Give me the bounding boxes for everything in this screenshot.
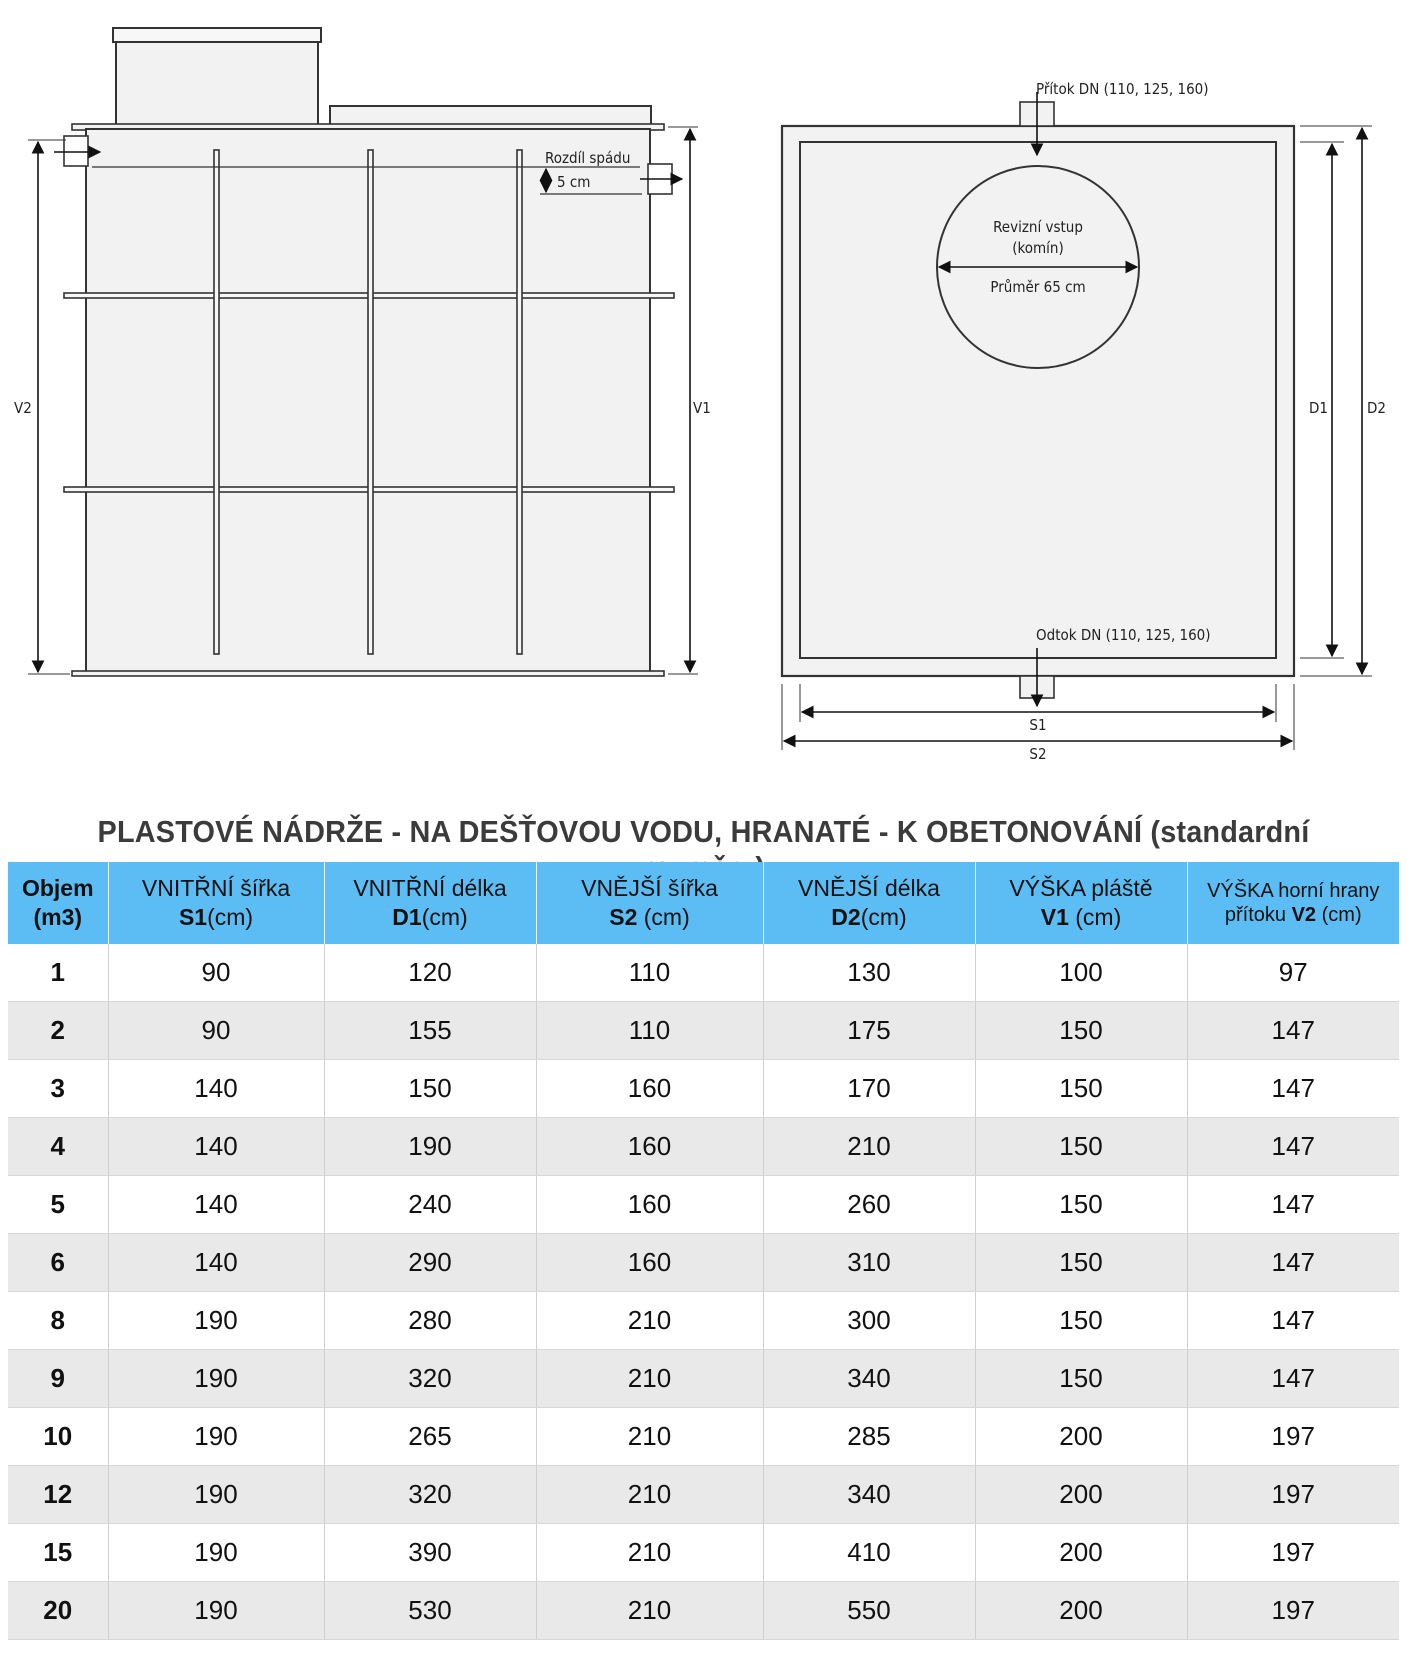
table-cell: 210 [536, 1466, 763, 1524]
table-row [8, 1466, 1399, 1524]
table-cell: 147 [1187, 1060, 1399, 1118]
dim-d2-label: D2 [1367, 399, 1386, 417]
table-cell: 140 [108, 1234, 324, 1292]
table-row [8, 1176, 1399, 1234]
table-cell: 190 [108, 1524, 324, 1582]
table-cell: 190 [108, 1408, 324, 1466]
table-cell: 9 [8, 1350, 108, 1408]
table-cell: 140 [108, 1176, 324, 1234]
table-row [8, 1408, 1399, 1466]
table-cell: 110 [536, 1002, 763, 1060]
table-cell: 170 [763, 1060, 975, 1118]
table-cell: 197 [1187, 1466, 1399, 1524]
table-cell: 150 [975, 1350, 1187, 1408]
table-cell: 190 [324, 1118, 536, 1176]
table-cell: 150 [975, 1176, 1187, 1234]
col-header-d2: VNĚJŠÍ délka D2(cm) [763, 862, 975, 944]
table-cell: 90 [108, 1002, 324, 1060]
table-cell: 4 [8, 1118, 108, 1176]
table-cell: 160 [536, 1234, 763, 1292]
table-row [8, 1060, 1399, 1118]
table-cell: 340 [763, 1350, 975, 1408]
table-cell: 100 [975, 944, 1187, 1002]
table-cell: 200 [975, 1582, 1187, 1640]
table-cell: 120 [324, 944, 536, 1002]
table-cell: 160 [536, 1060, 763, 1118]
rib-vertical [368, 150, 373, 654]
table-cell: 175 [763, 1002, 975, 1060]
table-cell: 190 [108, 1466, 324, 1524]
table-cell: 340 [763, 1466, 975, 1524]
table-cell: 290 [324, 1234, 536, 1292]
table-cell: 10 [8, 1408, 108, 1466]
table-cell: 1 [8, 944, 108, 1002]
dim-s1-label: S1 [1029, 716, 1047, 734]
table-cell: 240 [324, 1176, 536, 1234]
table-cell: 210 [536, 1350, 763, 1408]
table-cell: 210 [536, 1582, 763, 1640]
dim-s2-label: S2 [1029, 745, 1047, 763]
table-cell: 140 [108, 1118, 324, 1176]
table-cell: 150 [975, 1118, 1187, 1176]
table-row [8, 1350, 1399, 1408]
table-cell: 410 [763, 1524, 975, 1582]
dimensions-table [8, 862, 1399, 1640]
table-cell: 197 [1187, 1524, 1399, 1582]
table-cell: 150 [975, 1234, 1187, 1292]
table-cell: 147 [1187, 1002, 1399, 1060]
table-cell: 130 [763, 944, 975, 1002]
table-row [8, 944, 1399, 1002]
inlet-pipe [64, 136, 88, 166]
table-cell: 550 [763, 1582, 975, 1640]
table-cell: 280 [324, 1292, 536, 1350]
diameter-label: Průměr 65 cm [990, 278, 1086, 296]
col-header-s1: VNITŘNÍ šířka S1(cm) [108, 862, 324, 944]
table-cell: 310 [763, 1234, 975, 1292]
manhole-label: Revizní vstup [993, 218, 1083, 236]
table-cell: 530 [324, 1582, 536, 1640]
table-cell: 147 [1187, 1234, 1399, 1292]
table-row [8, 1002, 1399, 1060]
table-cell: 200 [975, 1466, 1187, 1524]
table-cell: 210 [536, 1292, 763, 1350]
dim-v2-label: V2 [14, 399, 32, 417]
table-cell: 160 [536, 1176, 763, 1234]
drop-value: 5 cm [557, 173, 591, 191]
table-cell: 150 [324, 1060, 536, 1118]
table-cell: 150 [975, 1002, 1187, 1060]
table-cell: 97 [1187, 944, 1399, 1002]
lid-block [330, 106, 651, 126]
table-cell: 147 [1187, 1118, 1399, 1176]
table-cell: 285 [763, 1408, 975, 1466]
table-cell: 6 [8, 1234, 108, 1292]
table-cell: 147 [1187, 1176, 1399, 1234]
table-cell: 210 [536, 1408, 763, 1466]
table-cell: 390 [324, 1524, 536, 1582]
bottom-flange [72, 671, 664, 676]
table-row [8, 1582, 1399, 1640]
table-cell: 20 [8, 1582, 108, 1640]
table-cell: 160 [536, 1118, 763, 1176]
table-cell: 210 [536, 1524, 763, 1582]
rib-vertical [517, 150, 522, 654]
col-header-volume: Objem (m3) [8, 862, 108, 944]
side-view [14, 28, 711, 676]
table-cell: 2 [8, 1002, 108, 1060]
table-cell: 8 [8, 1292, 108, 1350]
table-row [8, 1234, 1399, 1292]
col-header-s2: VNĚJŠÍ šířka S2 (cm) [536, 862, 763, 944]
outlet-label: Odtok DN (110, 125, 160) [1036, 626, 1211, 644]
table-cell: 147 [1187, 1292, 1399, 1350]
table-cell: 197 [1187, 1582, 1399, 1640]
col-header-d1: VNITŘNÍ délka D1(cm) [324, 862, 536, 944]
top-view [782, 80, 1386, 763]
table-cell: 110 [536, 944, 763, 1002]
table-row [8, 1292, 1399, 1350]
table-cell: 200 [975, 1524, 1187, 1582]
table-cell: 197 [1187, 1408, 1399, 1466]
table-cell: 155 [324, 1002, 536, 1060]
table-cell: 265 [324, 1408, 536, 1466]
table-cell: 190 [108, 1350, 324, 1408]
table-cell: 3 [8, 1060, 108, 1118]
table-cell: 200 [975, 1408, 1187, 1466]
table-cell: 210 [763, 1118, 975, 1176]
inlet-label: Přítok DN (110, 125, 160) [1036, 80, 1209, 98]
table-cell: 190 [108, 1292, 324, 1350]
dim-d1-label: D1 [1309, 399, 1328, 417]
table-cell: 260 [763, 1176, 975, 1234]
chimney-cap [113, 28, 321, 42]
col-header-v2: VÝŠKA horní hrany přítoku V2 (cm) [1187, 862, 1399, 944]
table-body [8, 944, 1399, 1640]
table-cell: 5 [8, 1176, 108, 1234]
rib-vertical [214, 150, 219, 654]
tank-drawings [0, 0, 1407, 780]
drop-label: Rozdíl spádu [545, 149, 631, 167]
table-cell: 147 [1187, 1350, 1399, 1408]
table-row [8, 1524, 1399, 1582]
table-cell: 12 [8, 1466, 108, 1524]
table-row [8, 1118, 1399, 1176]
table-header-row [8, 862, 1399, 944]
table-cell: 15 [8, 1524, 108, 1582]
table-cell: 150 [975, 1060, 1187, 1118]
table-cell: 300 [763, 1292, 975, 1350]
page-title: PLASTOVÉ NÁDRŽE - NA DEŠŤOVOU VODU, HRANATÉ - K OBETONOVÁNÍ (standardní [97, 814, 1310, 849]
table-cell: 320 [324, 1350, 536, 1408]
chimney-shaft [116, 40, 318, 126]
table-cell: 320 [324, 1466, 536, 1524]
table-cell: 150 [975, 1292, 1187, 1350]
table-cell: 190 [108, 1582, 324, 1640]
dim-v1-label: V1 [693, 399, 711, 417]
table-cell: 140 [108, 1060, 324, 1118]
col-header-v1: VÝŠKA pláště V1 (cm) [975, 862, 1187, 944]
manhole-sublabel: (komín) [1012, 239, 1064, 257]
table-cell: 90 [108, 944, 324, 1002]
